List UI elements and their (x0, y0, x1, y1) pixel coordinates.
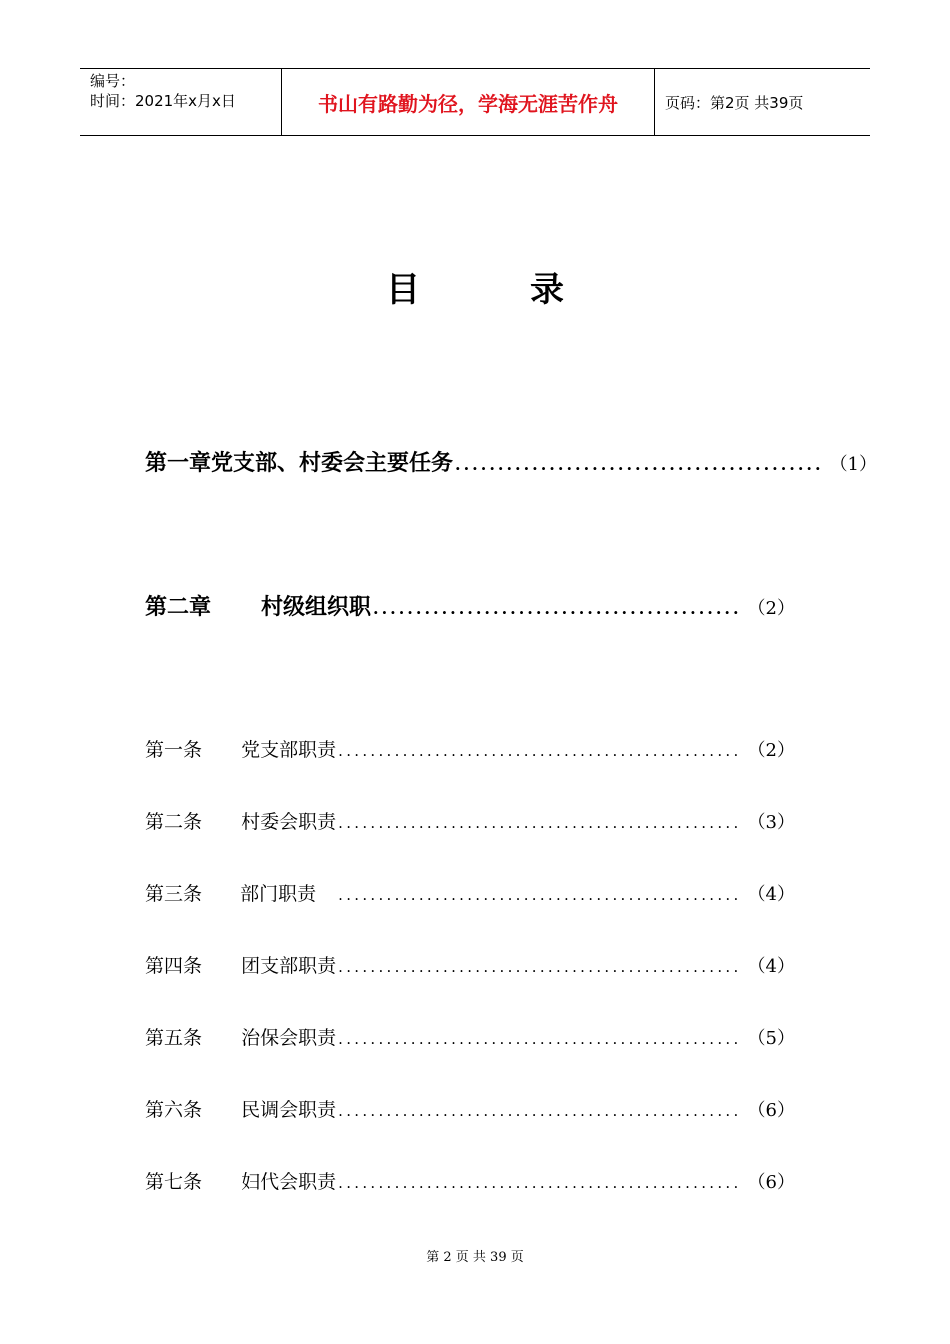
toc-article-title: 团支部职责 (241, 955, 337, 977)
toc-leader-dots: ........................................... (373, 599, 742, 618)
toc-leader-dots: .................................................. (338, 886, 742, 904)
toc-article-2[interactable] (145, 807, 795, 834)
toc-article-title: 部门职责 (240, 883, 317, 905)
toc-article-label: 第七条 (145, 1171, 203, 1193)
toc-article-title: 妇代会职责 (241, 1171, 337, 1193)
toc-page-number: （1） (829, 454, 878, 475)
toc-page-number: （6） (747, 1172, 795, 1193)
toc-article-title: 治保会职责 (241, 1027, 337, 1049)
page-header (80, 68, 870, 136)
toc-article-label: 第二条 (145, 811, 203, 833)
toc-leader-dots: .................................................. (338, 1030, 742, 1048)
toc-article-label: 第三条 (145, 883, 203, 905)
header-page-info: 页码：第2页 共39页 (665, 93, 804, 112)
toc-leader-dots: .................................................. (338, 742, 742, 760)
toc-leader-dots: .................................................. (338, 1174, 742, 1192)
toc-leader-dots: .................................................. (338, 814, 742, 832)
toc-article-label: 第五条 (145, 1027, 203, 1049)
header-motto: 书山有路勤为径，学海无涯苦作舟 (282, 69, 655, 135)
toc-page-number: （6） (747, 1100, 795, 1121)
title-right-char: 录 (530, 270, 564, 310)
title-left-char: 目 (386, 270, 420, 310)
toc-article-7[interactable] (145, 1167, 795, 1194)
toc-page-number: （2） (747, 740, 795, 761)
toc-chapter-2[interactable] (145, 590, 795, 621)
toc-article-label: 第六条 (145, 1099, 203, 1121)
toc-article-1[interactable] (145, 735, 795, 762)
toc-chapter-1[interactable] (145, 446, 878, 477)
toc-page-number: （4） (747, 956, 795, 977)
toc-leader-dots: ........................................... (455, 455, 824, 474)
toc-leader-dots: .................................................. (338, 1102, 742, 1120)
toc-article-5[interactable] (145, 1023, 795, 1050)
toc-article-4[interactable] (145, 951, 795, 978)
toc-page-number: （2） (747, 598, 795, 619)
toc-chapter-title: 村级组织职 (261, 595, 372, 620)
page-footer: 第 2 页 共 39 页 (426, 1250, 524, 1265)
toc-leader-dots: .................................................. (338, 958, 742, 976)
header-time-label: 时间：2021年x月x日 (90, 92, 236, 110)
toc-article-title: 党支部职责 (241, 739, 337, 761)
toc-article-title: 民调会职责 (241, 1099, 337, 1121)
toc-chapter-label: 第二章 (145, 595, 212, 620)
header-meta (80, 69, 282, 135)
toc-page-number: （4） (747, 884, 795, 905)
toc-page-number: （3） (747, 812, 795, 833)
toc-article-title: 村委会职责 (241, 811, 337, 833)
page-title (0, 262, 950, 311)
toc-article-label: 第四条 (145, 955, 203, 977)
toc-chapter-title: 党支部、村委会主要任务 (211, 451, 454, 476)
toc-chapter-label: 第一章 (145, 451, 212, 476)
toc-article-6[interactable] (145, 1095, 795, 1122)
header-code-label: 编号： (90, 72, 136, 90)
toc-page-number: （5） (747, 1028, 795, 1049)
toc-article-3[interactable] (145, 879, 795, 906)
toc-article-label: 第一条 (145, 739, 203, 761)
